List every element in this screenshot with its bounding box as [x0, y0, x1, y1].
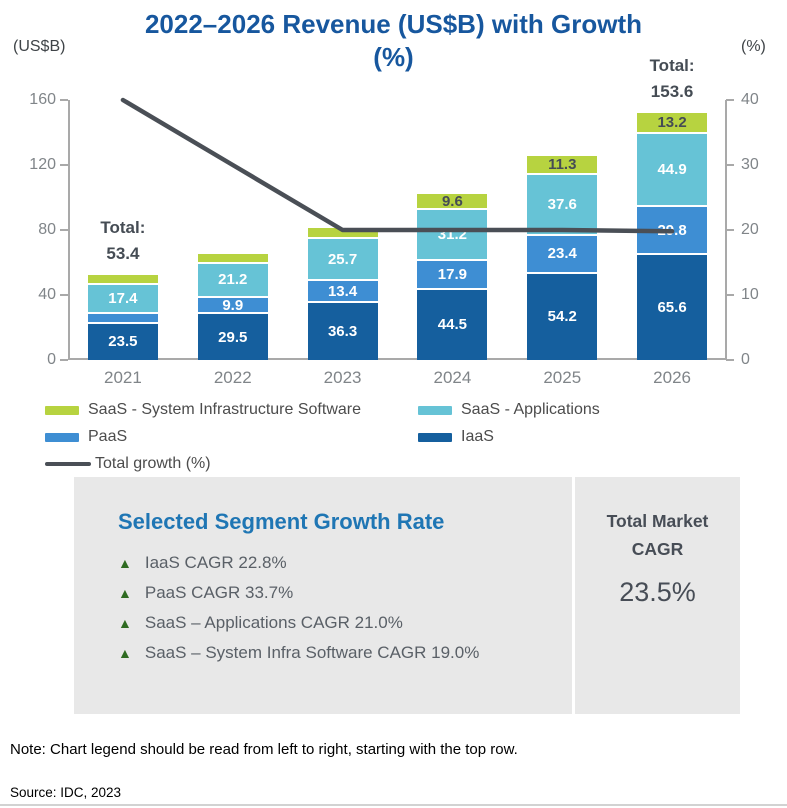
segment-growth-list	[118, 553, 572, 663]
x-axis-category-label: 2023	[323, 368, 362, 387]
x-axis-category-label: 2022	[213, 368, 252, 387]
bar-value-label: 23.5	[108, 333, 138, 351]
bar-value-label: 44.9	[657, 160, 687, 178]
legend-label: SaaS - Applications	[461, 401, 600, 418]
y2-axis-tick-mark	[726, 294, 734, 296]
y2-axis-tick-mark	[726, 359, 734, 361]
bar-total-label	[607, 53, 737, 105]
x-axis-category-label: 2024	[433, 368, 472, 387]
bar-value-label: 54.2	[547, 308, 577, 326]
segment-growth-item	[118, 643, 572, 663]
source-text: Source: IDC, 2023	[10, 785, 122, 800]
left-axis-unit-label: (US$B)	[13, 38, 66, 55]
legend-line-swatch	[45, 462, 91, 466]
total-label-value: 53.4	[106, 244, 140, 264]
y-axis-tick-label: 120	[29, 156, 56, 173]
y-axis-tick-mark	[60, 99, 68, 101]
total-market-cagr-title-line2: CAGR	[631, 539, 684, 559]
chart-title-text: 2022–2026 Revenue (US$B) with Growth (%)	[144, 9, 643, 73]
bar-value-label: 29.8	[657, 221, 687, 239]
total-growth-line	[68, 100, 727, 360]
total-market-cagr-value: 23.5%	[619, 577, 696, 607]
up-triangle-icon: ▲	[118, 645, 132, 661]
y2-axis-tick-label: 20	[741, 221, 759, 238]
y-axis-tick-mark	[60, 294, 68, 296]
total-market-cagr-title	[575, 507, 740, 563]
note-text: Note: Chart legend should be read from left to right, starting with the top row.	[10, 741, 518, 758]
bar-value-label: 9.6	[441, 192, 463, 210]
bar-value-label: 21.2	[218, 271, 248, 289]
x-axis-category-label: 2026	[653, 368, 691, 387]
legend-label: SaaS - System Infrastructure Software	[88, 401, 361, 418]
total-market-cagr-section	[575, 477, 740, 714]
bar-value-label: 13.2	[657, 113, 687, 131]
legend-item-total-growth	[45, 455, 211, 473]
bar-value-label: 17.9	[437, 265, 467, 283]
legend-label: PaaS	[88, 428, 128, 445]
y2-axis-tick-label: 40	[741, 91, 759, 108]
up-triangle-icon: ▲	[118, 615, 132, 631]
bar-value-label: 9.9	[222, 296, 244, 314]
bar-value-label: 17.4	[108, 290, 138, 308]
bar-value-label: 29.5	[218, 328, 248, 346]
segment-growth-item-text: IaaS CAGR 22.8%	[144, 553, 287, 572]
total-label-value: 153.6	[650, 81, 694, 101]
bar-value-label: 65.6	[657, 299, 687, 317]
y2-axis-tick-label: 0	[741, 351, 750, 368]
segment-growth-item	[118, 613, 572, 633]
bar-value-label: 23.4	[547, 245, 577, 263]
x-axis-category-label: 2021	[103, 368, 142, 387]
y2-axis-tick-mark	[726, 229, 734, 231]
legend-color-swatch	[45, 433, 79, 442]
right-axis-unit-label: (%)	[741, 38, 766, 55]
y-axis-tick-label: 80	[38, 221, 56, 238]
total-label-caption: Total:	[649, 55, 695, 75]
bar-value-label: 11.3	[548, 156, 577, 174]
x-axis-category-label: 2025	[543, 368, 582, 387]
bar-value-label: 13.4	[327, 282, 358, 300]
y2-axis-tick-label: 30	[741, 156, 759, 173]
legend-item-paas	[45, 428, 127, 446]
segment-growth-item-text: SaaS – System Infra Software CAGR 19.0%	[144, 643, 480, 662]
bar-value-label: 31.2	[437, 225, 467, 243]
y-axis-tick-mark	[60, 164, 68, 166]
segment-growth-item-text: SaaS – Applications CAGR 21.0%	[144, 613, 403, 632]
up-triangle-icon: ▲	[118, 585, 132, 601]
legend-label: IaaS	[461, 428, 494, 445]
y-axis-tick-label: 40	[38, 286, 56, 303]
legend-item-saas-system-infrastructure-software	[45, 401, 361, 419]
segment-growth-heading: Selected Segment Growth Rate	[118, 509, 445, 534]
growth-rate-panel	[74, 477, 740, 714]
legend-item-iaas	[418, 428, 494, 446]
segment-growth-item-text: PaaS CAGR 33.7%	[144, 583, 294, 602]
bar-value-label: 44.5	[437, 316, 467, 334]
legend-color-swatch	[418, 406, 452, 415]
segment-growth-item	[118, 553, 572, 573]
bar-value-label: 36.3	[327, 322, 358, 340]
y2-axis-tick-label: 10	[741, 286, 759, 303]
bottom-divider-line	[0, 804, 787, 806]
legend-color-swatch	[418, 433, 452, 442]
y-axis-tick-label: 160	[29, 91, 56, 108]
total-market-cagr-title-line1: Total Market	[606, 511, 709, 531]
legend-item-saas-applications	[418, 401, 600, 419]
segment-growth-item	[118, 583, 572, 603]
y-axis-tick-label: 0	[47, 351, 56, 368]
segment-growth-section	[74, 477, 572, 714]
bar-value-label: 25.7	[327, 250, 358, 268]
y-axis-tick-mark	[60, 359, 68, 361]
legend-label: Total growth (%)	[95, 455, 211, 472]
legend-color-swatch	[45, 406, 79, 415]
total-label-caption: Total:	[100, 218, 146, 238]
bar-value-label: 37.6	[547, 195, 577, 213]
up-triangle-icon: ▲	[118, 555, 132, 571]
y2-axis-tick-mark	[726, 164, 734, 166]
